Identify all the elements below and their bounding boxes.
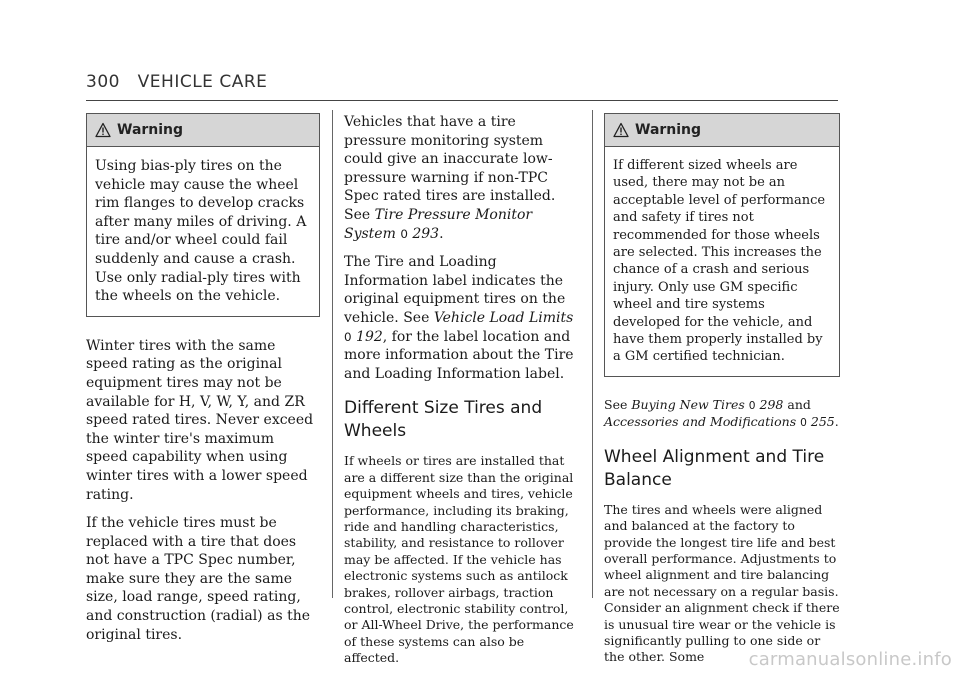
warning-body <box>87 147 319 316</box>
page-arrow-icon: 0 <box>800 416 807 430</box>
warning-text: Using bias-ply tires on the vehicle may cause the wheel rim flanges to develop cracks after many miles of driving. A tire and/or wheel could fail suddenly and cause a crash. Use only radial-ply tires with the wheels on the vehicle. <box>95 158 307 305</box>
warning-text: If different sized wheels are used, there may not be an acceptable level of performance and safety if tires not recommended for those wheels are selected. This increases the chance of a crash and serious injury. Only use GM specific wheel and tire systems developed for the vehicle, and have them properly installed by a GM certified technician. <box>613 158 826 365</box>
paragraph-winter-tires: Winter tires with the same speed rating as the original equipment tires may not be available for H, V, W, Y, and ZR speed rated tires. Never exceed the winter tire's maximum speed capability when using winter tires with a lower speed rating. <box>86 337 314 503</box>
text-run: The Tire and Loading Information label indicates the original equipment tires on the vehicle. See <box>344 254 566 326</box>
xref-page-192[interactable]: 192 <box>356 328 383 345</box>
warning-triangle-icon <box>95 122 111 138</box>
warning-header <box>87 114 319 147</box>
text-run: . <box>834 414 839 430</box>
watermark: carmanualsonline.info <box>748 649 952 670</box>
header-rule <box>86 100 838 101</box>
page-header <box>86 72 267 92</box>
column-2 <box>344 113 580 677</box>
paragraph-see-refs <box>604 397 840 432</box>
warning-title: Warning <box>635 122 702 138</box>
xref-tire-pressure-monitor[interactable]: Tire Pressure Monitor System <box>344 206 533 242</box>
xref-vehicle-load-limits[interactable]: Vehicle Load Limits <box>433 309 574 326</box>
warning-body <box>605 147 839 376</box>
paragraph-wheel-alignment: The tires and wheels were aligned and balanced at the factory to provide the longest tire life and best overall performance. Adjustments to wheel alignment and tire balancing are not necessary on a regular basis. Consider an alignment check if there is unusual tire wear or the vehicle is significantly pulling to one side or the other. Some <box>604 501 840 665</box>
text-run: . <box>439 225 444 242</box>
section-title-header: VEHICLE CARE <box>137 72 268 92</box>
xref-buying-new-tires[interactable]: Buying New Tires <box>631 396 745 412</box>
warning-triangle-icon <box>613 122 629 138</box>
paragraph-tpms <box>344 113 580 243</box>
column-1 <box>86 113 320 654</box>
text-run: Vehicles that have a tire pressure monitoring system could give an inaccurate low-pressure warning if non-TPC Spec rated tires are installed. See <box>344 114 556 223</box>
xref-page-255[interactable]: 255 <box>810 414 835 430</box>
column-divider-2 <box>592 110 593 598</box>
xref-accessories-modifications[interactable]: Accessories and Modifications <box>604 414 797 430</box>
warning-header <box>605 114 839 147</box>
page-arrow-icon: 0 <box>748 398 756 412</box>
page-arrow-icon: 0 <box>344 329 352 344</box>
text-run: and <box>783 396 811 412</box>
paragraph-tpc-replace: If the vehicle tires must be replaced with a tire that does not have a TPC Spec number, make sure they are the same size, load range, speed rating, and construction (radial) as the original tires. <box>86 515 311 643</box>
paragraph-loading-label <box>344 253 580 383</box>
warning-title: Warning <box>117 122 184 138</box>
warning-box-bias-ply <box>86 113 320 317</box>
column-3 <box>604 113 840 676</box>
xref-page-298[interactable]: 298 <box>759 396 784 412</box>
heading-wheel-alignment: Wheel Alignment and Tire Balance <box>604 446 825 490</box>
page-arrow-icon: 0 <box>400 226 408 241</box>
page-number: 300 <box>86 72 120 92</box>
paragraph-different-size: If wheels or tires are installed that are a different size than the original equipment wheels and tires, vehicle performance, including its braking, ride and handling characteristics, stability, and resistance to rollover may be affected. If the vehicle has electronic systems such as antilock brakes, rollover airbags, traction control, electronic stability control, or All-Wheel Drive, the performance of these systems can also be affected. <box>344 453 574 666</box>
text-run: , for the label location and more information about the Tire and Loading Information label. <box>344 328 574 382</box>
heading-different-size: Different Size Tires and Wheels <box>344 398 543 442</box>
text-run: See <box>604 396 632 412</box>
warning-box-wheel-size <box>604 113 840 377</box>
column-divider-1 <box>332 110 333 598</box>
xref-page-293[interactable]: 293 <box>412 225 440 242</box>
